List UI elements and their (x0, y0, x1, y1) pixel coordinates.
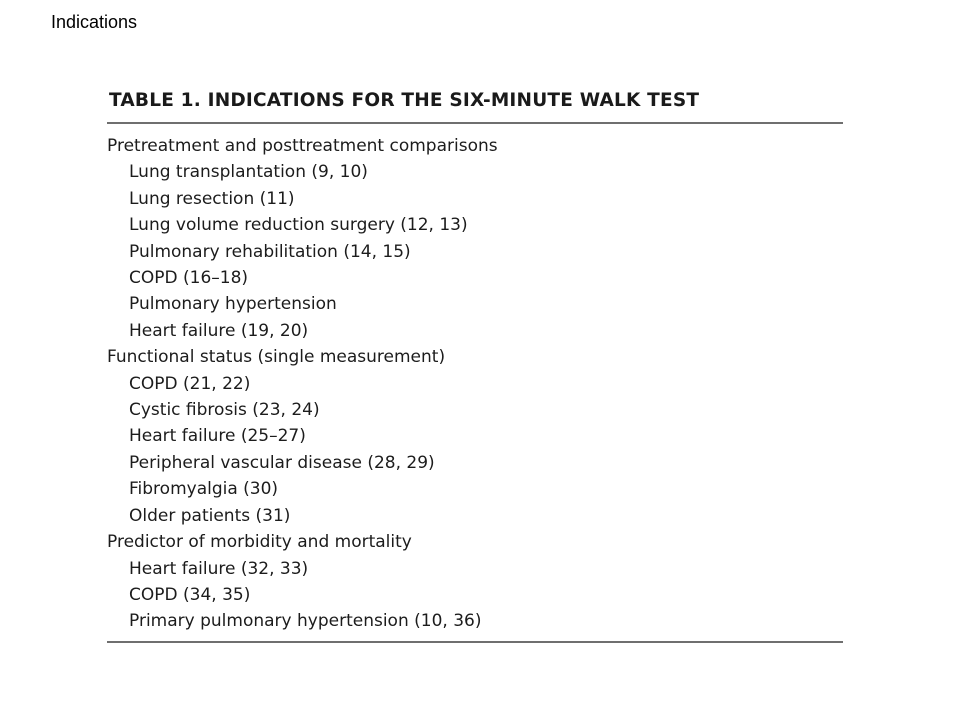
table-row-item: Heart failure (32, 33) (129, 558, 309, 579)
table-row-category: Pretreatment and posttreatment comparisons (107, 136, 498, 156)
table-row-item: Older patients (31) (129, 505, 291, 526)
table-row-category: Predictor of morbidity and mortality (107, 532, 412, 553)
table-row-item: COPD (21, 22) (129, 373, 251, 394)
table-row-item: Pulmonary hypertension (129, 294, 337, 315)
table-bottom-rule (107, 641, 843, 643)
table-row-item: COPD (34, 35) (129, 584, 251, 605)
indications-table (107, 84, 843, 643)
table-row-item: Primary pulmonary hypertension (10, 36) (129, 611, 482, 632)
table-row-item: Heart failure (19, 20) (129, 320, 309, 341)
table-row-item: Lung volume reduction surgery (12, 13) (129, 215, 468, 236)
table-row-item: Peripheral vascular disease (28, 29) (129, 452, 435, 473)
table-caption: TABLE 1. INDICATIONS FOR THE SIX-MINUTE WALK TEST (109, 90, 700, 111)
table-row-item: Heart failure (25–27) (129, 426, 306, 447)
table-rows (107, 124, 843, 641)
table-row-item: Pulmonary rehabilitation (14, 15) (129, 241, 411, 262)
table-row-category: Functional status (single measurement) (107, 347, 446, 368)
table-row-item: Fibromyalgia (30) (129, 479, 279, 500)
table-row-item: Cystic fibrosis (23, 24) (129, 400, 320, 421)
slide-title: Indications (51, 12, 138, 32)
table-row-item: Lung resection (11) (129, 188, 295, 209)
table-row-item: Lung transplantation (9, 10) (129, 162, 368, 183)
table-row-item: COPD (16–18) (129, 268, 249, 289)
